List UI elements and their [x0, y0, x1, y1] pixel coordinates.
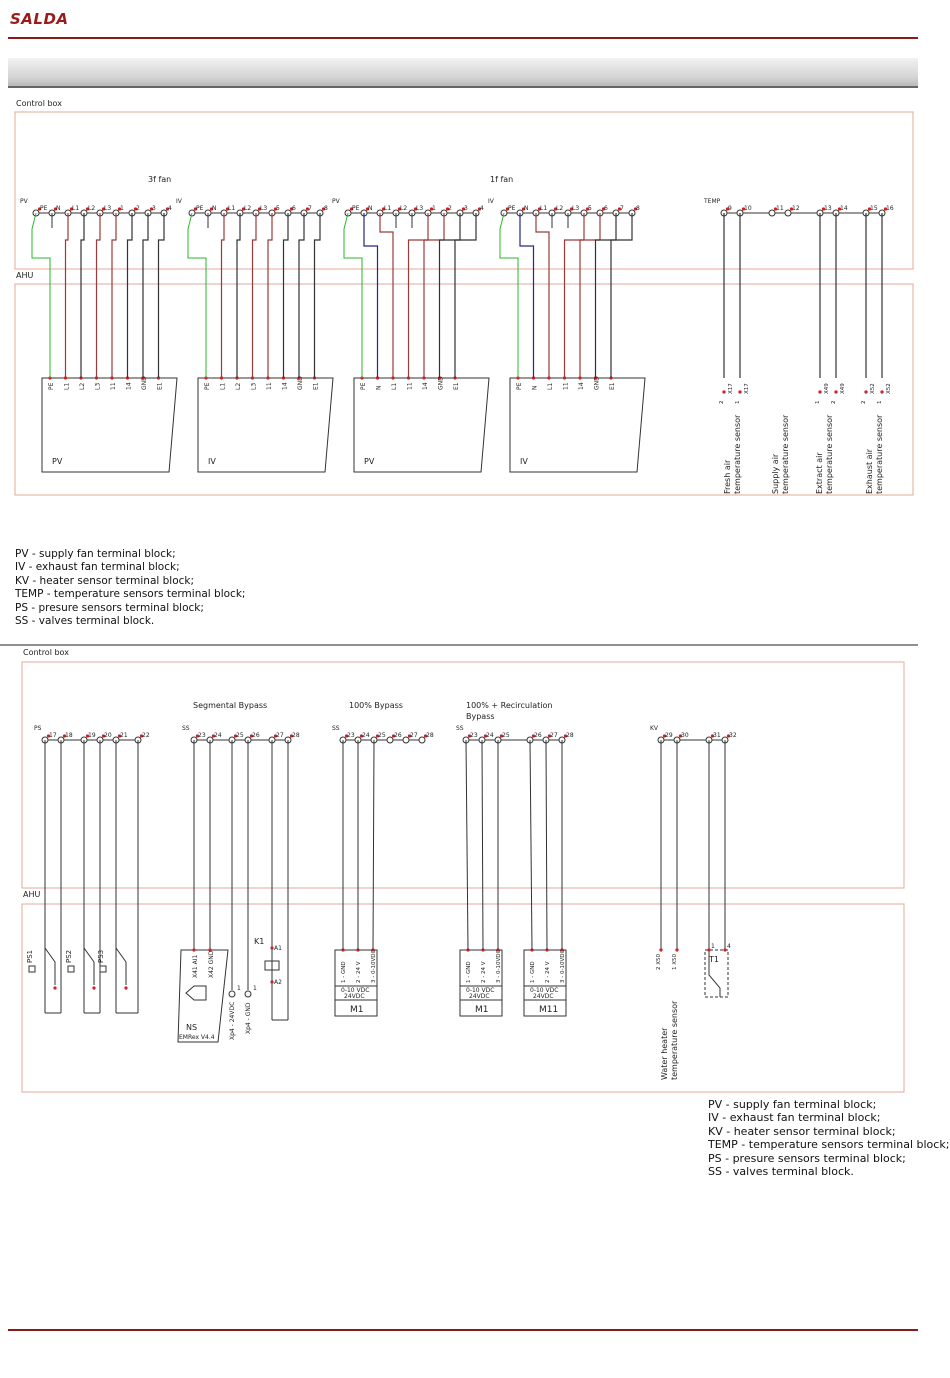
- thermo-pin: 4: [727, 943, 731, 950]
- kv-sensor-pin: 2 X50: [656, 953, 662, 970]
- byp-pin-label: 27: [410, 732, 418, 739]
- temp-pin-label: 16: [886, 205, 894, 212]
- seg-pin-label: 25: [236, 732, 244, 739]
- pv1-wire: [440, 213, 461, 378]
- iv1-device-pin: GND: [593, 376, 601, 390]
- byp-wire: [373, 740, 374, 950]
- pv3-device-pin: L3: [94, 382, 102, 390]
- pin-marker: [270, 946, 273, 949]
- pv3-wire: [112, 213, 116, 378]
- pin-marker: [723, 948, 726, 951]
- iv3-pin-label: L1: [228, 205, 236, 212]
- ps-switch-box: [100, 966, 106, 972]
- xp-num: 1: [253, 985, 257, 992]
- pv1-device-pin: PE: [360, 382, 367, 390]
- seg-pin-label: 24: [214, 732, 222, 739]
- temp-pin-label: 14: [840, 205, 848, 212]
- pin-marker: [880, 390, 883, 393]
- pv1-wire: [409, 213, 429, 378]
- byp-motor-pin: 2 - 24 V: [356, 961, 362, 983]
- iv1-pin-label: 7: [620, 205, 624, 212]
- temp-pin-label: 9: [728, 205, 732, 212]
- ps-switch-box: [68, 966, 74, 972]
- terminal: [245, 991, 251, 997]
- pv3-pin-label: 3: [152, 205, 156, 212]
- pv1-device-pin: E1: [453, 382, 460, 390]
- pv3-pin-label: 4: [168, 205, 172, 212]
- ns-model: EMRex V4.4: [179, 1034, 215, 1041]
- iv3-wire: [284, 213, 289, 378]
- temp-block-label: TEMP: [704, 198, 721, 205]
- pv3-device-pin: 14: [125, 382, 133, 390]
- iv3-wire-pe: [188, 213, 206, 378]
- temp-pin-label: 11: [776, 205, 784, 212]
- seg-block-label: SS: [182, 725, 190, 732]
- control-box-label: Control box: [16, 99, 62, 108]
- ps-switch-label: PS1: [26, 949, 34, 963]
- iv1-device-box: [510, 378, 645, 472]
- byp-motor-spec: 24VDC: [344, 993, 365, 1000]
- iv1-device-pin: N: [531, 385, 539, 390]
- terminal: [785, 210, 791, 216]
- temp-sensor-pin: 1: [877, 400, 883, 404]
- iv1-device-pin: PE: [516, 382, 523, 390]
- iv1-wire: [611, 213, 632, 378]
- iv3-device-pin: 14: [281, 382, 289, 390]
- pv1-pin-label: 4: [480, 205, 484, 212]
- rec-m1-motor-spec: 24VDC: [469, 993, 490, 1000]
- pin-marker: [270, 980, 273, 983]
- terminal: [419, 737, 425, 743]
- ps-pin-label: 19: [88, 732, 96, 739]
- seg-pin-label: 28: [292, 732, 300, 739]
- iv1-pin-label: L3: [572, 205, 580, 212]
- kv-pin-label: 32: [729, 732, 737, 739]
- pv1-device-label: PV: [364, 457, 375, 466]
- pv1-wire-n: [364, 213, 378, 378]
- iv3-block-label: IV: [176, 198, 182, 205]
- iv3-device-pin: L1: [219, 382, 227, 390]
- ps-pin-label: 22: [142, 732, 150, 739]
- byp-pin-label: 26: [394, 732, 402, 739]
- water-heater-sensor: Water heatertemperature sensor: [660, 1000, 679, 1080]
- iv3-device-pin: E1: [312, 382, 320, 390]
- temp-pin-label: 13: [824, 205, 832, 212]
- iv3-device-pin: L3: [250, 382, 258, 390]
- iv1-pin-label: L2: [556, 205, 564, 212]
- thermostat-label: T1: [709, 955, 719, 964]
- rec-m11-motor-spec: 0-10 VDC: [530, 987, 559, 994]
- xp-pin: Xp4 - 24VDC: [229, 1001, 236, 1040]
- iv1-wire-pe: [500, 213, 518, 378]
- temp-pin-label: 15: [870, 205, 878, 212]
- iv1-device-label: IV: [520, 457, 528, 466]
- seg-pin-label: 23: [198, 732, 206, 739]
- iv1-wire: [596, 213, 617, 378]
- iv1-pin-label: 5: [588, 205, 592, 212]
- terminal: [387, 737, 393, 743]
- iv3-pin-label: L2: [244, 205, 252, 212]
- ns-pin: X41 AI1: [192, 954, 199, 978]
- iv3-wire: [315, 213, 321, 378]
- pin-marker: [722, 390, 725, 393]
- control-box-label-2: Control box: [23, 648, 69, 657]
- ahu-frame-2: [22, 904, 904, 1092]
- iv1-wire: [565, 213, 585, 378]
- byp-motor-spec: 0-10 VDC: [341, 987, 370, 994]
- pv1-wire-pe: [344, 213, 362, 378]
- pv3-device-pin: 11: [110, 382, 117, 390]
- sensor-supply-air: Supply airtemperature sensor: [771, 414, 790, 494]
- legend-line: KV - heater sensor terminal block;: [708, 1124, 896, 1138]
- iv3-pin-label: 8: [324, 205, 328, 212]
- k1-a1: A1: [274, 945, 282, 952]
- legend-top: [15, 548, 245, 628]
- temp-sensor-pin: 1: [815, 400, 821, 404]
- byp-motor-pin: 3 - 0-10VDC: [371, 949, 377, 983]
- temp-sensor-pin: X17: [728, 383, 734, 394]
- rec-wire: [466, 740, 468, 950]
- pv3-device-label: PV: [52, 457, 63, 466]
- ps-switch: [45, 948, 55, 985]
- pin-marker: [192, 948, 195, 951]
- rec-pin-label: 25: [502, 732, 510, 739]
- bypass-100-title: 100% Bypass: [349, 701, 403, 710]
- rec-m11-motor-spec: 24VDC: [533, 993, 554, 1000]
- iv1-device-pin: 14: [578, 382, 585, 390]
- terminal: [403, 737, 409, 743]
- iv3-pin-label: 5: [276, 205, 280, 212]
- pv3-device-pin: L2: [79, 382, 86, 390]
- ns-pin: X42 GND: [208, 950, 215, 978]
- legend-line: IV - exhaust fan terminal block;: [708, 1111, 881, 1125]
- pv3-pin-label: PE: [40, 205, 48, 212]
- temp-sensor-pin: X49: [824, 383, 830, 394]
- pv1-device-pin: 14: [422, 382, 429, 390]
- byp-pin-label: 28: [426, 732, 434, 739]
- fan-3f-title: 3f fan: [148, 175, 172, 184]
- rec-wire: [530, 740, 532, 950]
- pv3-wire: [97, 213, 101, 378]
- pv3-pin-label: 1: [120, 205, 124, 212]
- pv3-device-pin: L1: [63, 382, 71, 390]
- ns-name: NS: [186, 1023, 198, 1032]
- rec-pin-label: 24: [486, 732, 494, 739]
- iv3-device-pin: L2: [235, 382, 242, 390]
- pv3-device-pin: E1: [156, 382, 164, 390]
- iv1-device-pin: E1: [609, 382, 616, 390]
- xp-pin: Xp4 - GND: [245, 1002, 252, 1034]
- legend-line: IV - exhaust fan terminal block;: [15, 561, 180, 574]
- pin-marker: [675, 948, 678, 951]
- rec-pin-label: 23: [470, 732, 478, 739]
- pv1-device-pin: GND: [437, 376, 445, 390]
- terminal: [229, 991, 235, 997]
- pin-marker: [659, 948, 662, 951]
- iv3-device-pin: 11: [266, 382, 273, 390]
- byp-motor-name: M1: [350, 1005, 364, 1015]
- k1-label: K1: [254, 937, 265, 946]
- pin-marker: [92, 986, 95, 989]
- rec-m11-motor-pin: 3 - 0-10VDC: [560, 949, 566, 983]
- kv-pin-label: 30: [681, 732, 689, 739]
- ps-switch: [84, 948, 94, 985]
- thermo-pin: 1: [711, 943, 715, 950]
- pv3-block-label: PV: [20, 198, 28, 205]
- byp-pin-label: 24: [362, 732, 370, 739]
- pv3-pin-label: L2: [88, 205, 96, 212]
- ps-pin-label: 21: [120, 732, 128, 739]
- rec-wire: [546, 740, 547, 950]
- iv1-wire-l1: [536, 213, 549, 378]
- rec-pin-label: 28: [566, 732, 574, 739]
- pv3-wire: [66, 213, 69, 378]
- control-box-frame: [15, 112, 913, 269]
- byp-block-label: SS: [332, 725, 340, 732]
- pv3-pin-label: L1: [72, 205, 80, 212]
- legend-line: PS - presure sensors terminal block;: [15, 601, 204, 614]
- pv1-wire: [455, 213, 476, 378]
- kv-pin-label: 29: [665, 732, 673, 739]
- iv1-device-pin: L1: [547, 382, 554, 390]
- ps-pin-label: 20: [104, 732, 112, 739]
- byp-pin-label: 23: [347, 732, 355, 739]
- pin-marker: [707, 948, 710, 951]
- kv-sensor-pin: 1 X50: [672, 953, 678, 970]
- iv3-wire: [299, 213, 304, 378]
- pv3-wire-pe: [32, 213, 50, 378]
- pin-marker: [864, 390, 867, 393]
- temp-sensor-pin: X17: [744, 383, 750, 394]
- rec-m11-motor-name: M11: [539, 1005, 559, 1015]
- recirc-title-2: Bypass: [466, 712, 495, 721]
- pv1-wire: [424, 213, 444, 378]
- salda-logo: SALDA: [10, 10, 69, 28]
- temp-sensor-pin: X52: [886, 383, 892, 394]
- iv3-device-pin: GND: [297, 376, 304, 390]
- pv1-device-pin: N: [375, 385, 383, 390]
- ps-switch-label: PS3: [97, 949, 105, 963]
- rec-m1-motor-pin: 1 - GND: [466, 961, 472, 983]
- terminal: [769, 210, 775, 216]
- pv1-device-pin: L1: [391, 382, 398, 390]
- segmental-bypass-title: Segmental Bypass: [193, 701, 268, 710]
- ps-switch-label: PS2: [65, 949, 73, 963]
- recirc-title: 100% + Recirculation: [466, 701, 553, 710]
- iv3-pin-label: N: [212, 205, 217, 212]
- ahu-label-2: AHU: [23, 890, 41, 899]
- pin-marker: [834, 390, 837, 393]
- legend-line: TEMP - temperature sensors terminal block;: [708, 1138, 950, 1152]
- iv1-pin-label: 8: [636, 205, 640, 212]
- iv3-pin-label: 7: [308, 205, 312, 212]
- pv1-pin-label: 3: [464, 205, 468, 212]
- temp-sensor-pin: X52: [870, 383, 876, 394]
- pin-marker: [53, 986, 56, 989]
- byp-motor-pin: 1 - GND: [341, 961, 347, 983]
- temp-sensor-pin: X49: [840, 383, 846, 394]
- iv3-wire: [253, 213, 257, 378]
- sensor-exhaust-air: Exhaust airtemperature sensor: [865, 414, 884, 494]
- temp-sensor-pin: 1: [735, 400, 741, 404]
- pv3-device-pin: GND: [141, 376, 148, 390]
- ps-switch: [116, 948, 126, 985]
- ps-pin-label: 18: [65, 732, 73, 739]
- seg-pin-label: 27: [276, 732, 284, 739]
- iv1-wire: [580, 213, 600, 378]
- rec-block-label: SS: [456, 725, 464, 732]
- legend-line: KV - heater sensor terminal block;: [15, 574, 195, 587]
- temp-pin-label: 12: [792, 205, 800, 212]
- pv3-pin-label: N: [56, 205, 61, 212]
- legend-line: TEMP - temperature sensors terminal block;: [15, 588, 246, 601]
- iv1-device-pin: 11: [562, 382, 570, 390]
- iv3-pin-label: 6: [292, 205, 296, 212]
- pv3-wire: [159, 213, 165, 378]
- pv1-pin-label: 2: [448, 205, 452, 212]
- sensor-fresh-air: Fresh airtemperature sensor: [723, 414, 742, 494]
- iv3-wire: [268, 213, 272, 378]
- pin-marker: [124, 986, 127, 989]
- pv1-pin-label: L1: [384, 205, 392, 212]
- ps-pin-label: 17: [49, 732, 57, 739]
- seg-pin-label: 26: [252, 732, 260, 739]
- pv3-wire: [128, 213, 133, 378]
- rec-m1-motor-name: M1: [475, 1005, 489, 1015]
- legend-line: PV - supply fan terminal block;: [15, 548, 176, 560]
- ns-symbol: [186, 986, 206, 1000]
- iv1-pin-label: PE: [508, 205, 516, 212]
- iv1-pin-label: N: [524, 205, 529, 212]
- rec-pin-label: 26: [534, 732, 542, 739]
- legend-line: PS - presure sensors terminal block;: [708, 1151, 906, 1165]
- temp-sensor-pin: 2: [719, 400, 725, 404]
- pv1-device-pin: 11: [406, 382, 414, 390]
- iv3-wire: [222, 213, 225, 378]
- pv3-pin-label: 2: [136, 205, 140, 212]
- pin-marker: [818, 390, 821, 393]
- fan-1f-title: 1f fan: [490, 175, 514, 184]
- rec-m11-motor-pin: 1 - GND: [530, 961, 536, 983]
- rec-m11-motor-pin: 2 - 24 V: [545, 961, 551, 983]
- pv1-pin-label: N: [368, 205, 373, 212]
- kv-pin-label: 31: [713, 732, 721, 739]
- pin-marker: [738, 390, 741, 393]
- temp-pin-label: 10: [744, 205, 752, 212]
- ps-switch-box: [29, 966, 35, 972]
- iv3-device-box: [198, 378, 333, 472]
- legend-line: SS - valves terminal block.: [15, 615, 155, 628]
- rec-m1-motor-spec: 0-10 VDC: [466, 987, 495, 994]
- rec-m1-motor-pin: 2 - 24 V: [481, 961, 487, 983]
- iv3-wire: [237, 213, 240, 378]
- legend-line: PV - supply fan terminal block;: [708, 1098, 877, 1111]
- xp-num: 1: [237, 985, 241, 992]
- legend-line: SS - valves terminal block.: [708, 1165, 854, 1179]
- pv1-wire-l1: [380, 213, 393, 378]
- pv3-wire: [81, 213, 84, 378]
- rec-m1-motor-pin: 3 - 0-10VDC: [496, 949, 502, 983]
- pv1-pin-label: L3: [416, 205, 424, 212]
- iv3-pin-label: PE: [196, 205, 204, 212]
- temp-sensor-pin: 2: [861, 400, 867, 404]
- rec-pin-label: 27: [550, 732, 558, 739]
- byp-pin-label: 25: [378, 732, 386, 739]
- kv-block-label: KV: [650, 725, 659, 732]
- pv3-wire: [143, 213, 148, 378]
- pv1-pin-label: 1: [432, 205, 436, 212]
- iv3-device-label: IV: [208, 457, 216, 466]
- rec-wire: [482, 740, 483, 950]
- temp-sensor-pin: 2: [831, 400, 837, 404]
- iv1-wire-n: [520, 213, 534, 378]
- control-box-frame-2: [22, 662, 904, 888]
- iv1-pin-label: L1: [540, 205, 548, 212]
- k1-a2: A2: [274, 979, 282, 986]
- pv3-device-pin: PE: [48, 382, 55, 390]
- iv1-pin-label: 6: [604, 205, 608, 212]
- sensor-extract-air: Extract airtemperature sensor: [815, 414, 834, 494]
- legend-bottom: [708, 1098, 949, 1178]
- iv1-block-label: IV: [488, 198, 494, 205]
- ps-block-label: PS: [34, 725, 42, 732]
- pv1-pin-label: L2: [400, 205, 408, 212]
- iv3-device-pin: PE: [204, 382, 211, 390]
- pv1-block-label: PV: [332, 198, 340, 205]
- iv3-pin-label: L3: [260, 205, 268, 212]
- ahu-label: AHU: [16, 271, 34, 280]
- pv1-pin-label: PE: [352, 205, 360, 212]
- pv3-pin-label: L3: [104, 205, 112, 212]
